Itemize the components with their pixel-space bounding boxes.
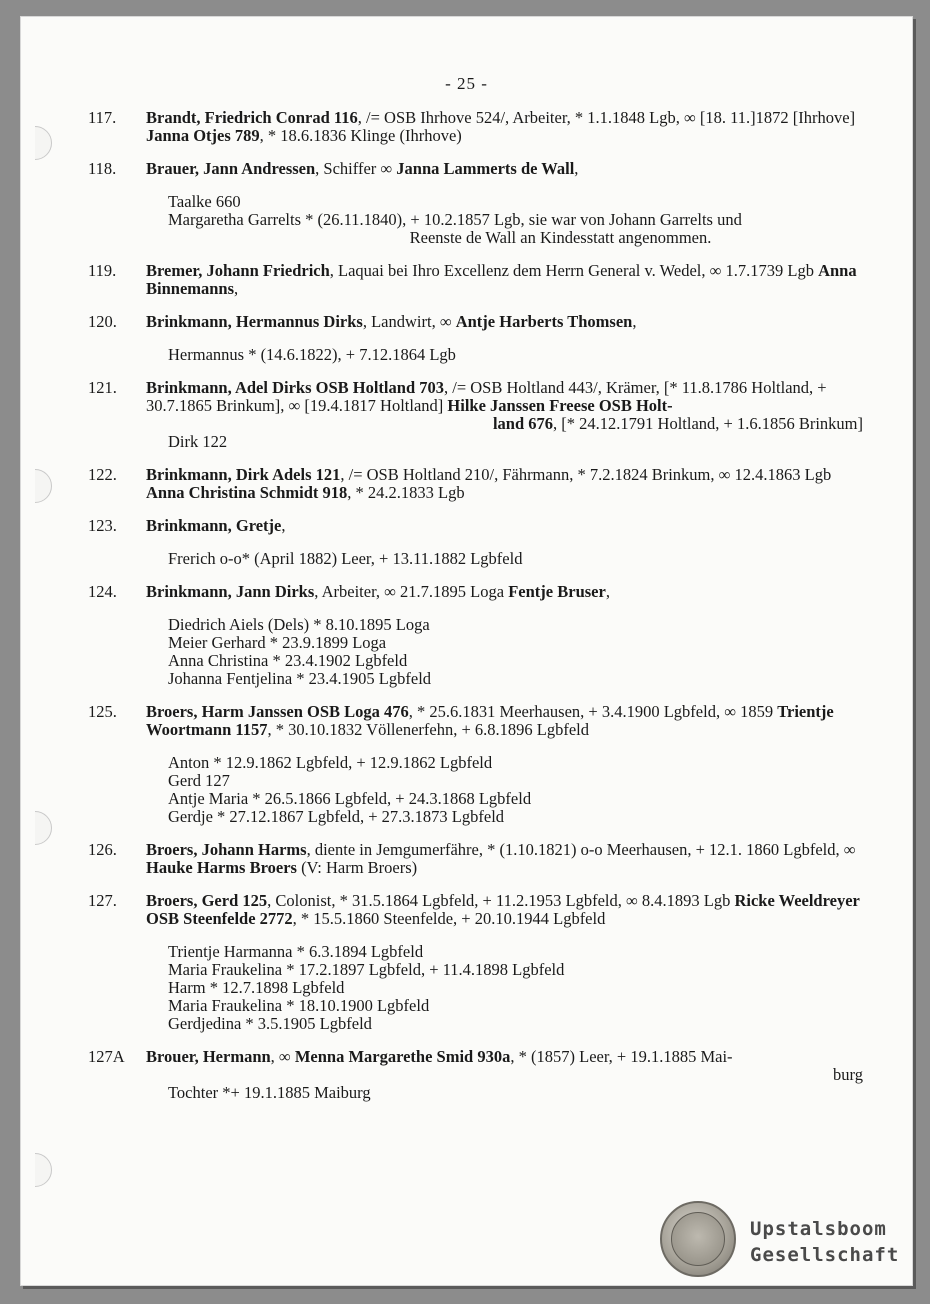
person-name: Bremer, Johann Friedrich: [146, 261, 330, 280]
punch-hole: [18, 811, 52, 845]
child-record: Tochter *+ 19.1.1885 Maiburg: [168, 1083, 371, 1102]
entry-headline: [146, 160, 863, 178]
entry-text: , * 25.6.1831 Meerhausen, + 3.4.1900 Lgbfeld, ∞ 1859: [408, 702, 778, 721]
entry-continuation: [146, 1066, 863, 1084]
entry: [88, 160, 863, 247]
entry-number: 121.: [88, 378, 117, 397]
entry-text: , ∞: [270, 1047, 295, 1066]
brand-name: [750, 1216, 899, 1268]
person-name: Anna Christina Schmidt 918: [146, 483, 348, 502]
entry-text: (V: Harm Broers): [296, 858, 418, 877]
person-name: Janna Otjes 789: [146, 126, 260, 145]
entry-headline: [146, 1048, 863, 1066]
child-record: Anton * 12.9.1862 Lgbfeld, + 12.9.1862 Lgbfeld: [168, 753, 493, 772]
person-name: Brinkmann, Dirk Adels 121: [146, 465, 341, 484]
child-record: Dirk 122: [168, 432, 228, 451]
entry-headline: [146, 892, 863, 928]
entry: [88, 109, 863, 145]
entry-text: , * 18.6.1836 Klinge (Ihrhove): [259, 126, 462, 145]
entry-headline: [146, 109, 863, 145]
entry-text: , * 30.10.1832 Völlenerfehn, + 6.8.1896 Lgbfeld: [267, 720, 590, 739]
person-name: Brinkmann, Jann Dirks: [146, 582, 315, 601]
children-list: [168, 943, 863, 1033]
children-list: [168, 346, 863, 364]
person-name: Ricke Weeldreyer OSB Steenfelde 2772: [146, 891, 860, 928]
punch-hole: [18, 1153, 52, 1187]
person-name: Hauke Harms Broers: [146, 858, 297, 877]
entry-text: , Laquai bei Ihro Excellenz dem Herrn General v. Wedel, ∞ 1.7.1739 Lgb: [329, 261, 819, 280]
entry-headline: [146, 583, 863, 601]
entry-text: , * 24.2.1833 Lgb: [347, 483, 465, 502]
child-record: Hermannus * (14.6.1822), + 7.12.1864 Lgb: [168, 345, 456, 364]
entry-text: ,: [574, 159, 579, 178]
entry-text: , Arbeiter, ∞ 21.7.1895 Loga: [314, 582, 509, 601]
page-number: - 25 -: [445, 74, 488, 93]
children-list: [168, 193, 863, 247]
child-record: Gerdje * 27.12.1867 Lgbfeld, + 27.3.1873 Lgbfeld: [168, 807, 505, 826]
punch-hole: [18, 126, 52, 160]
entry: [88, 466, 863, 502]
entry-text: , /= OSB Holtland 210/, Fährmann, * 7.2.1824 Brinkum, ∞ 12.4.1863 Lgb: [340, 465, 832, 484]
entry: [88, 841, 863, 877]
entry-text: ,: [234, 279, 239, 298]
entry-headline: [146, 841, 863, 877]
person-name: Menna Margarethe Smid 930a: [294, 1047, 511, 1066]
child-record: Diedrich Aiels (Dels) * 8.10.1895 Loga: [168, 615, 430, 634]
document-page: [20, 16, 913, 1286]
child-record: Gerd 127: [168, 771, 230, 790]
entry-number: 119.: [88, 261, 117, 280]
child-record: Antje Maria * 26.5.1866 Lgbfeld, + 24.3.1868 Lgbfeld: [168, 789, 532, 808]
child-record: Anna Christina * 23.4.1902 Lgbfeld: [168, 651, 408, 670]
entry-text: , /= OSB Holtland 443/, Krämer, [* 11.8.1786 Holtland, + 30.7.1865 Brinkum], ∞ [19.4.1817 Holtland]: [146, 378, 827, 415]
person-name: Broers, Johann Harms: [146, 840, 307, 859]
children-list: [168, 550, 863, 568]
person-name: Brinkmann, Adel Dirks OSB Holtland 703: [146, 378, 444, 397]
entry-headline: [146, 466, 863, 502]
entry: [88, 313, 863, 364]
person-name: Hilke Janssen Freese OSB Holt-: [447, 396, 673, 415]
seal-logo-icon: [660, 1201, 736, 1277]
entry-text: ,: [605, 582, 610, 601]
entry-text: , Colonist, * 31.5.1864 Lgbfeld, + 11.2.1953 Lgbfeld, ∞ 8.4.1893 Lgb: [267, 891, 735, 910]
entry: [88, 1048, 863, 1102]
child-record: Trientje Harmanna * 6.3.1894 Lgbfeld: [168, 942, 424, 961]
children-list: [168, 754, 863, 826]
punch-hole: [18, 469, 52, 503]
entries-list: [88, 109, 863, 1117]
entry-text: , * 15.5.1860 Steenfelde, + 20.10.1944 Lgbfeld: [292, 909, 606, 928]
entry: [88, 892, 863, 1033]
entry-text: , [* 24.12.1791 Holtland, + 1.6.1856 Brinkum]: [553, 414, 863, 433]
entry-headline: [146, 703, 863, 739]
person-name: Brinkmann, Gretje: [146, 516, 282, 535]
person-name: Janna Lammerts de Wall: [396, 159, 575, 178]
person-name: Broers, Harm Janssen OSB Loga 476: [146, 702, 409, 721]
person-name: Brinkmann, Hermannus Dirks: [146, 312, 363, 331]
person-name: Trientje Woortmann 1157: [146, 702, 834, 739]
child-record: Margaretha Garrelts * (26.11.1840), + 10.2.1857 Lgb, sie war von Johann Garrelts und: [168, 210, 742, 229]
entry-text: ,: [281, 516, 286, 535]
entry-text: burg: [833, 1065, 863, 1084]
person-name: Antje Harberts Thomsen: [455, 312, 633, 331]
child-record-continuation: Reenste de Wall an Kindesstatt angenommen.: [409, 228, 712, 247]
entry-text: , Landwirt, ∞: [362, 312, 456, 331]
brand-line-1: Upstalsboom: [750, 1218, 887, 1240]
entry-text: , diente in Jemgumerfähre, * (1.10.1821) o-o Meerhausen, + 12.1. 1860 Lgbfeld, ∞: [306, 840, 856, 859]
children-list: [168, 616, 863, 688]
children-list: [168, 433, 863, 451]
entry-headline: [146, 313, 863, 331]
entry-text: ,: [632, 312, 637, 331]
entry-number: 120.: [88, 312, 117, 331]
entry: [88, 379, 863, 451]
child-record: Johanna Fentjelina * 23.4.1905 Lgbfeld: [168, 669, 432, 688]
person-name: Brouer, Hermann: [146, 1047, 271, 1066]
entry-number: 127A: [88, 1047, 125, 1066]
entry-headline: [146, 379, 863, 415]
child-record: Harm * 12.7.1898 Lgbfeld: [168, 978, 345, 997]
entry-continuation: [146, 415, 863, 433]
entry-number: 126.: [88, 840, 117, 859]
person-name: Broers, Gerd 125: [146, 891, 268, 910]
person-name: land 676: [492, 414, 554, 433]
person-name: Fentje Bruser: [508, 582, 606, 601]
entry-number: 125.: [88, 702, 117, 721]
entry-number: 117.: [88, 108, 117, 127]
child-record: Taalke 660: [168, 192, 241, 211]
entry-text: , /= OSB Ihrhove 524/, Arbeiter, * 1.1.1848 Lgb, ∞ [18. 11.]1872 [Ihrhove]: [357, 108, 856, 127]
person-name: Anna Binnemanns: [146, 261, 857, 298]
entry-number: 127.: [88, 891, 117, 910]
entry: [88, 517, 863, 568]
entry-text: , Schiffer ∞: [315, 159, 397, 178]
entry-number: 118.: [88, 159, 117, 178]
child-record: Gerdjedina * 3.5.1905 Lgbfeld: [168, 1014, 372, 1033]
entry: [88, 703, 863, 826]
entry: [88, 262, 863, 298]
entry-number: 123.: [88, 516, 117, 535]
entry-headline: [146, 262, 863, 298]
child-record: Meier Gerhard * 23.9.1899 Loga: [168, 633, 387, 652]
entry-text: , * (1857) Leer, + 19.1.1885 Mai-: [510, 1047, 733, 1066]
child-record: Frerich o-o* (April 1882) Leer, + 13.11.1882 Lgbfeld: [168, 549, 523, 568]
entry-number: 124.: [88, 582, 117, 601]
brand-line-2: Gesellschaft: [750, 1244, 900, 1266]
child-record: Maria Fraukelina * 18.10.1900 Lgbfeld: [168, 996, 430, 1015]
person-name: Brauer, Jann Andressen: [146, 159, 316, 178]
person-name: Brandt, Friedrich Conrad 116: [146, 108, 358, 127]
child-record: Maria Fraukelina * 17.2.1897 Lgbfeld, + 11.4.1898 Lgbfeld: [168, 960, 565, 979]
entry-headline: [146, 517, 863, 535]
children-list: [168, 1084, 863, 1102]
entry-number: 122.: [88, 465, 117, 484]
entry: [88, 583, 863, 688]
